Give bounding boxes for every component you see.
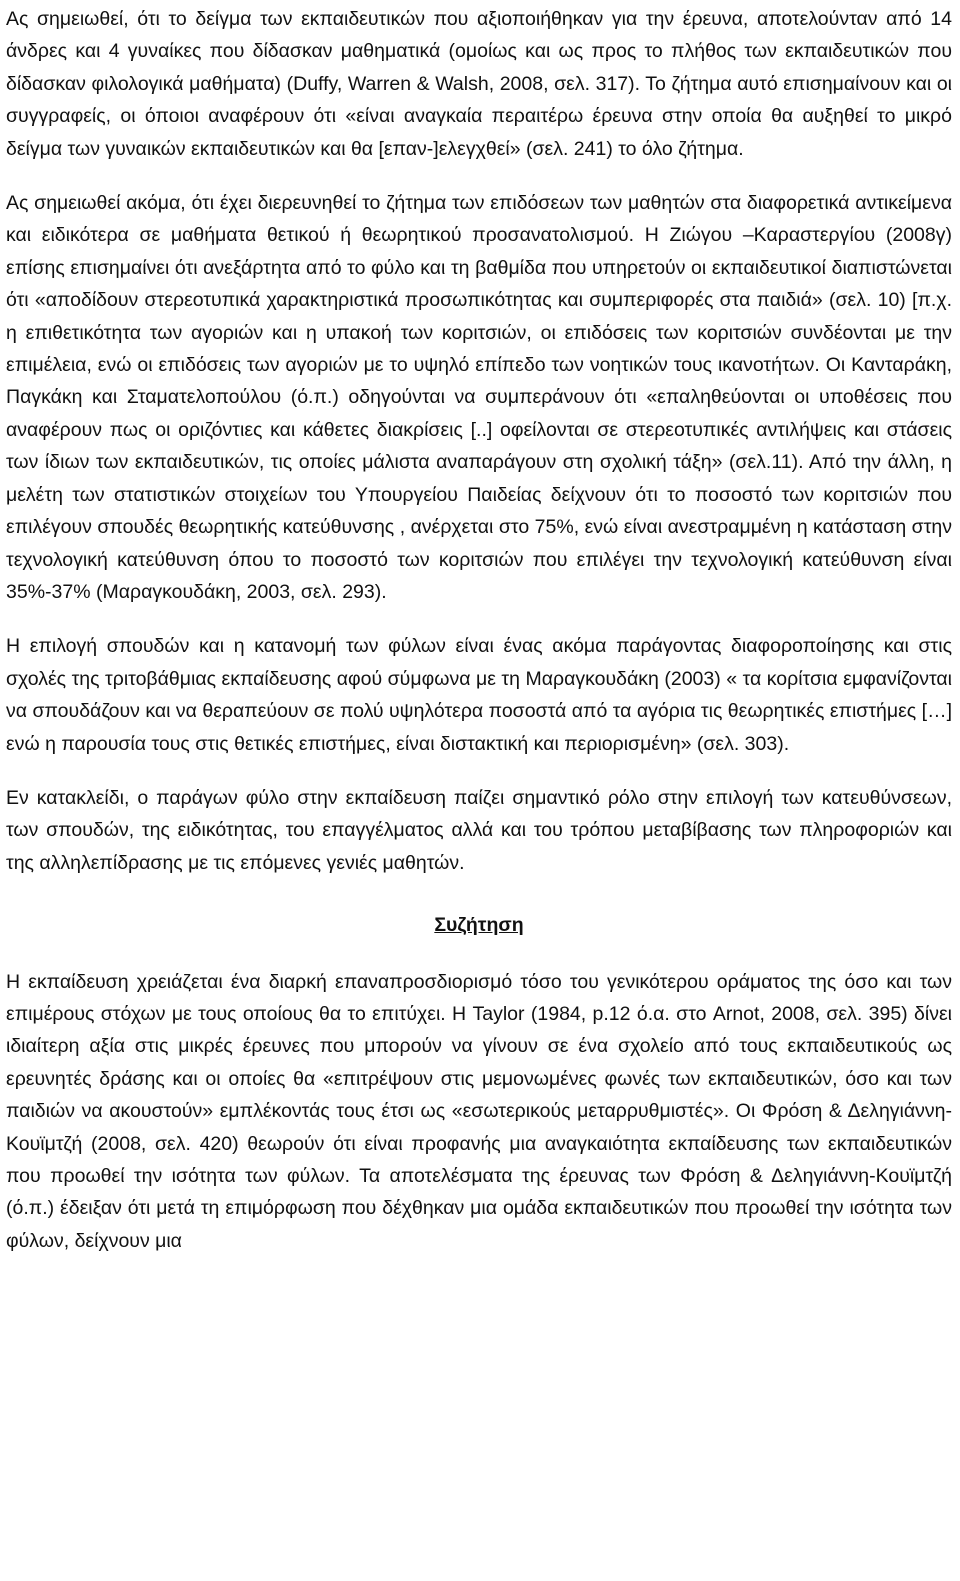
paragraph-sample-composition: Ας σημειωθεί, ότι το δείγμα των εκπαιδευτικών που αξιοποιήθηκαν για την έρευνα, αποτελούνταν από 14 άνδρες και 4 γυναίκες που δίδασκαν μαθηματικά (ομοίως και ως προς το πλήθος των εκπαιδευτικών που δίδασκαν φιλολογικά μαθήματα) (Duffy, Warren & Walsh, 2008, σελ. 317). Το ζήτημα αυτό επισημαίνουν και οι συγγραφείς, οι όποιοι αναφέρουν ότι «είναι αναγκαία περαιτέρω έρευνα στην οποία θα αυξηθεί το μικρό δείγμα των γυναικών εκπαιδευτικών και θα [επαν-]ελεγχθεί» (σελ. 241) το όλο ζήτημα. [6,8,952,160]
document-page [6,0,952,1257]
section-heading-discussion: Συζήτηση [434,914,524,937]
paragraph-student-performance: Ας σημειωθεί ακόμα, ότι έχει διερευνηθεί το ζήτημα των επιδόσεων των μαθητών στα διαφορετικά αντικείμενα και ειδικότερα σε μαθήματα θετικού ή θεωρητικού προσανατολισμού. Η Ζιώγου –Καραστεργίου (2008γ) επίσης επισημαίνει ότι ανεξάρτητα από το φύλο και τη βαθμίδα που υπηρετούν οι εκπαιδευτικοί διαπιστώνεται ότι «αποδίδουν στερεοτυπικά χαρακτηριστικά προσωπικότητας και συμπεριφορές στα παιδιά» (σελ. 10) [π.χ. η επιθετικότητα των αγοριών και η υπακοή των κοριτσιών, οι επιδόσεις των κοριτσιών συνδέονται με την επιμέλεια, ενώ οι επιδόσεις των αγοριών με το υψηλό επίπεδο των νοητικών τους ικανοτήτων. Οι Κανταράκη, Παγκάκη και Σταματελοπούλου (ό.π.) οδηγούνται να συμπεράνουν ότι «επαληθεύονται οι υποθέσεις που αναφέρουν πως οι οριζόντιες και κάθετες διακρίσεις [..] οφείλονται σε στερεοτυπικές αντιλήψεις και στάσεις των ίδιων των εκπαιδευτικών, τις οποίες μάλιστα αναπαράγουν στη σχολική τάξη» (σελ.11). Από την άλλη, η μελέτη των στατιστικών στοιχείων του Υπουργείου Παιδείας δείχνουν ότι το ποσοστό των κοριτσιών που επιλέγουν σπουδές θεωρητικής κατεύθυνσης , ανέρχεται στο 75%, ενώ είναι ανεστραμμένη η κατάσταση στην τεχνολογική κατεύθυνση όπου το ποσοστό των κοριτσιών που επιλέγει την τεχνολογική κατεύθυνση είναι 35%-37% (Μαραγκουδάκη, 2003, σελ. 293). [6,192,952,603]
paragraph-study-choice: Η επιλογή σπουδών και η κατανομή των φύλων είναι ένας ακόμα παράγοντας διαφοροποίησης και στις σχολές της τριτοβάθμιας εκπαίδευσης αφού σύμφωνα με τη Μαραγκουδάκη (2003) « τα κορίτσια εμφανίζονται να σπουδάζουν και να θεραπεύουν σε πολύ υψηλότερα ποσοστά από τα αγόρια τις θεωρητικές επιστήμες […] ενώ η παρουσία τους στις θετικές επιστήμες, είναι διστακτική και περιορισμένη» (σελ. 303). [6,635,952,755]
paragraph-discussion: Η εκπαίδευση χρειάζεται ένα διαρκή επαναπροσδιορισμό τόσο του γενικότερου οράματος της όσο και των επιμέρους στόχων με τους οποίους θα το επιτύχει. Η Taylor (1984, p.12 ό.α. στο Arnot, 2008, σελ. 395) δίνει ιδιαίτερη αξία στις μικρές έρευνες που μπορούν να γίνουν σε ένα σχολείο από τους εκπαιδευτικούς ως ερευνητές δράσης και οι οποίες θα «επιτρέψουν στις μεμονωμένες φωνές των εκπαιδευτικών, όσο και των παιδιών να ακουστούν» εμπλέκοντάς τους έτσι ως «εσωτερικούς μεταρρυθμιστές». Οι Φρόση & Δεληγιάννη-Κουϊμτζή (2008, σελ. 420) θεωρούν ότι είναι προφανής μια αναγκαιότητα εκπαίδευσης των εκπαιδευτικών που προωθεί την ισότητα των φύλων. Τα αποτελέσματα της έρευνας των Φρόση & Δεληγιάννη-Κουϊμτζή (ό.π.) έδειξαν ότι μετά τη επιμόρφωση που δέχθηκαν μια ομάδα εκπαιδευτικών που προωθεί την ισότητα των φύλων, δείχνουν μια [6,970,952,1252]
paragraph-conclusion: Εν κατακλείδι, ο παράγων φύλο στην εκπαίδευση παίζει σημαντικό ρόλο στην επιλογή των κατευθύνσεων, των σπουδών, της ειδικότητας, του επαγγέλματος αλλά και του τρόπου μεταβίβασης των πληροφοριών και της αλληλεπίδρασης με τις επόμενες γενιές μαθητών. [6,786,952,874]
